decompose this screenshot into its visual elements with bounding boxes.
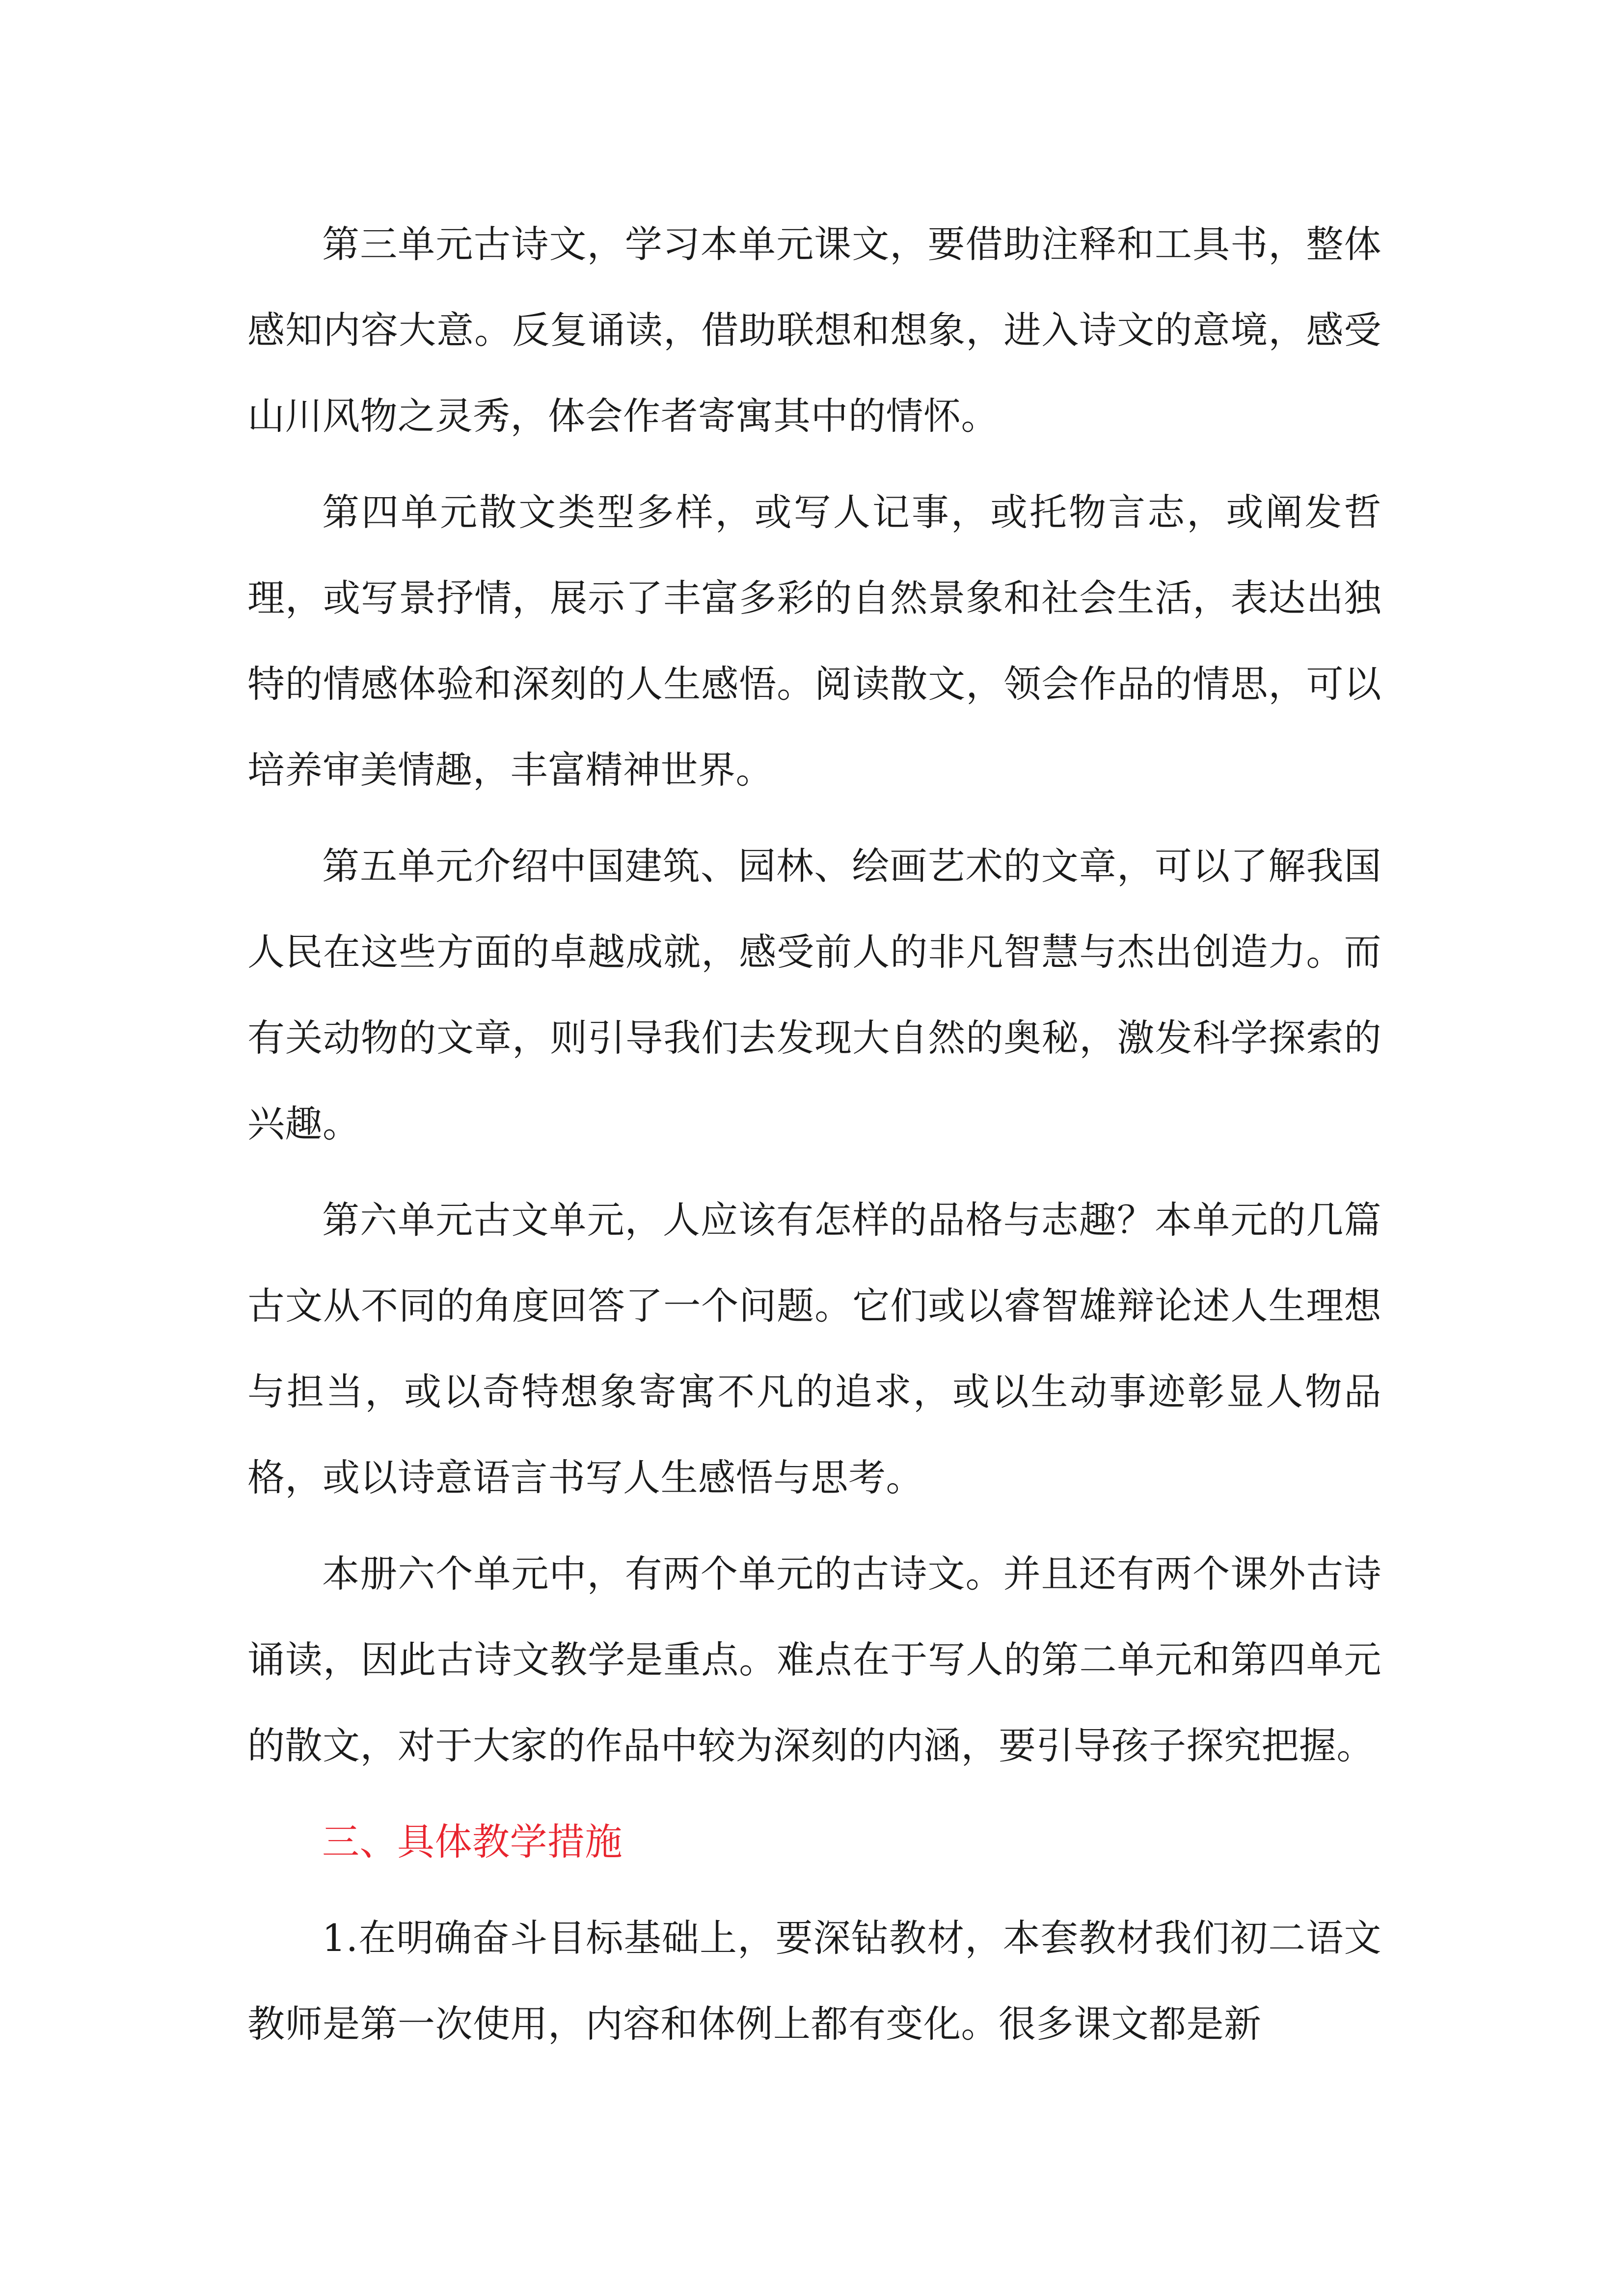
- paragraph-summary: 本册六个单元中，有两个单元的古诗文。并且还有两个课外古诗诵读，因此古诗文教学是重点。难点在于写人的第二单元和第四单元的散文，对于大家的作品中较为深刻的内涵，要引导孩子探究把握。: [247, 1552, 1381, 1767]
- section-heading: 三、具体教学措施: [322, 1820, 623, 1864]
- paragraph-unit-four: 第四单元散文类型多样，或写人记事，或托物言志，或阐发哲理，或写景抒情，展示了丰富多彩的自然景象和社会生活，表达出独特的情感体验和深刻的人生感悟。阅读散文，领会作品的情思，可以培养审美情趣，丰富精神世界。: [247, 490, 1381, 792]
- document-body: [247, 201, 1381, 2077]
- paragraph-measure-one: 1.在明确奋斗目标基础上，要深钻教材，本套教材我们初二语文教师是第一次使用，内容和体例上都有变化。很多课文都是新: [247, 1916, 1381, 2046]
- paragraph-unit-six: 第六单元古文单元，人应该有怎样的品格与志趣？本单元的几篇古文从不同的角度回答了一个问题。它们或以睿智雄辩论述人生理想与担当，或以奇特想象寄寓不凡的追求，或以生动事迹彰显人物品格，或以诗意语言书写人生感悟与思考。: [247, 1198, 1381, 1499]
- paragraph-unit-five: 第五单元介绍中国建筑、园林、绘画艺术的文章，可以了解我国人民在这些方面的卓越成就，感受前人的非凡智慧与杰出创造力。而有关动物的文章，则引导我们去发现大自然的奥秘，激发科学探索的兴趣。: [247, 844, 1381, 1146]
- paragraph-unit-three: 第三单元古诗文，学习本单元课文，要借助注释和工具书，整体感知内容大意。反复诵读，借助联想和想象，进入诗文的意境，感受山川风物之灵秀，体会作者寄寓其中的情怀。: [247, 222, 1381, 438]
